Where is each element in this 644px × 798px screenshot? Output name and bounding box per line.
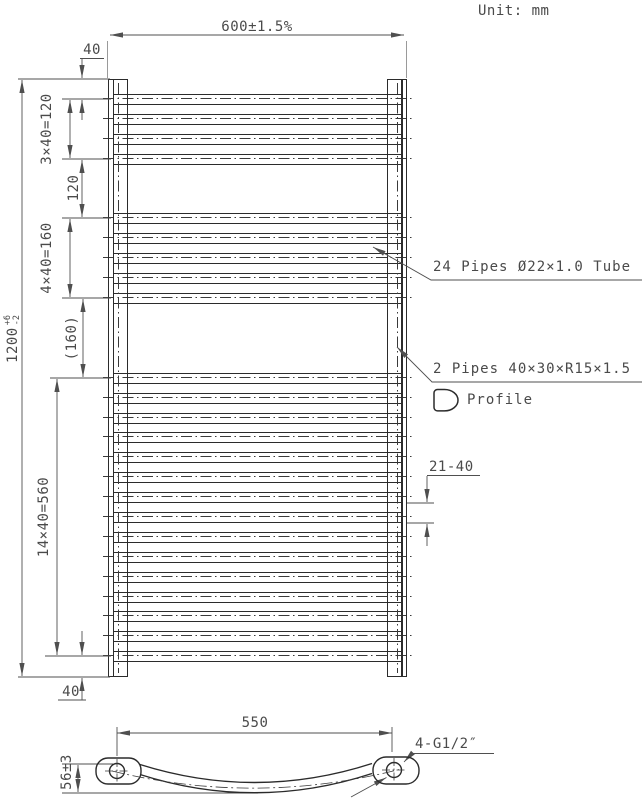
profile-shape-icon bbox=[434, 390, 458, 411]
dim-top-offset-label: 40 bbox=[83, 42, 101, 58]
annotation-pipes: 24 Pipes Ø22×1.0 Tube bbox=[433, 259, 632, 275]
dim-group1-label: 3×40=120 bbox=[39, 93, 55, 165]
right-bracket bbox=[373, 757, 419, 784]
dim-height-base: 1200 bbox=[5, 327, 21, 363]
annotation-profile: Profile bbox=[467, 392, 534, 408]
dim-height-tol-lower: -2 bbox=[12, 315, 22, 326]
dim-gap1-label: 120 bbox=[66, 174, 82, 202]
dim-pipe-gap-label: 21-40 bbox=[429, 459, 474, 475]
annotation-ports: 4-G1/2″ bbox=[415, 736, 478, 752]
extension-lines bbox=[108, 41, 407, 78]
bottom-view bbox=[96, 757, 419, 793]
dim-bow-label: 56±3 bbox=[59, 754, 75, 790]
tube-top-edge bbox=[140, 764, 372, 783]
dim-height-tol-upper: +6 bbox=[3, 315, 14, 326]
dim-gap2-label: (160) bbox=[64, 315, 80, 361]
dimension-lines bbox=[18, 35, 642, 797]
annotation-rails: 2 Pipes 40×30×R15×1.5 bbox=[433, 361, 632, 377]
left-bracket bbox=[96, 758, 141, 784]
dim-group3-label: 14×40=560 bbox=[36, 476, 52, 558]
dim-bottom-width-label: 550 bbox=[241, 715, 269, 731]
dim-width-label: 600±1.5% bbox=[221, 19, 293, 35]
dim-group2-label: 4×40=160 bbox=[39, 222, 55, 294]
unit-label: Unit: mm bbox=[478, 3, 550, 19]
dim-bottom-offset-label: 40 bbox=[62, 684, 80, 700]
dim-height-label bbox=[4, 315, 22, 363]
